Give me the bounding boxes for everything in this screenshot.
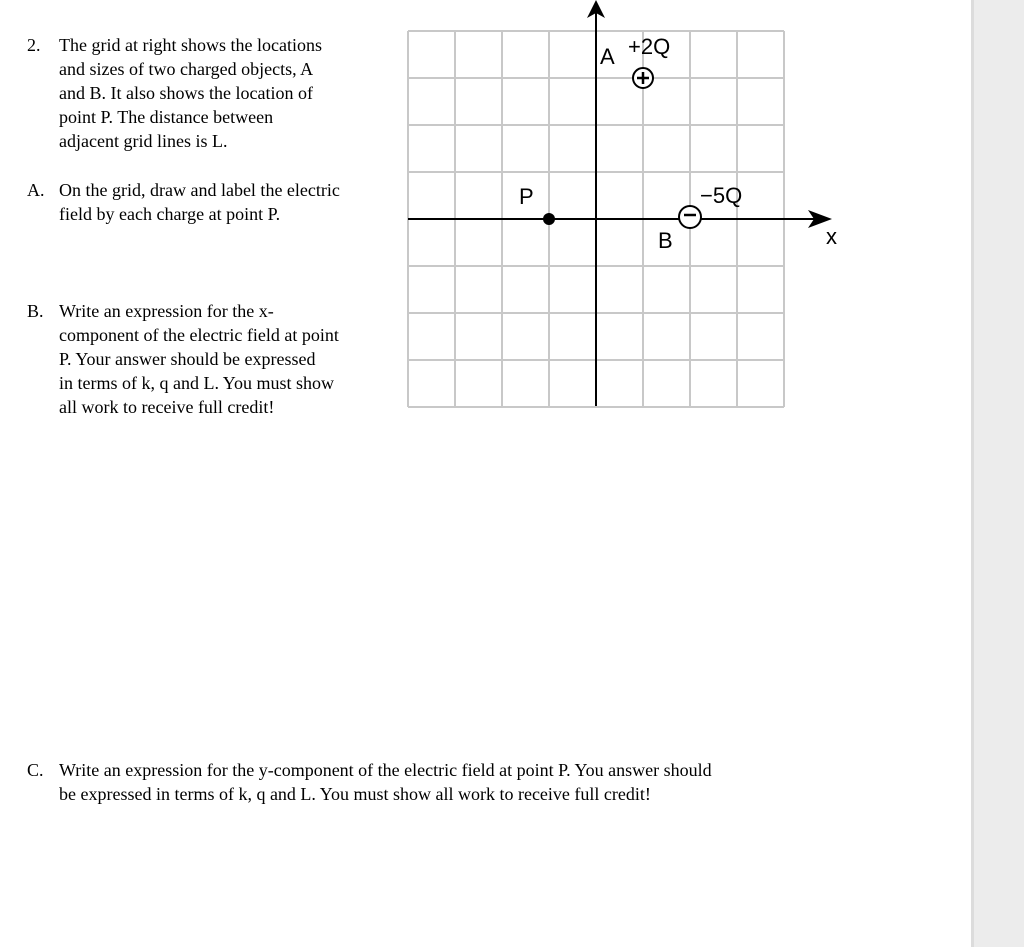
charge-b-name: B [658,228,673,253]
question-2 [27,33,397,153]
question-line: and sizes of two charged objects, A [59,59,314,79]
question-line: Write an expression for the x- [59,301,274,321]
question-number: 2. [27,35,41,55]
question-line: component of the electric field at point [59,325,339,345]
question-line: in terms of k, q and L. You must show [59,373,335,393]
x-axis-label: x [826,224,837,249]
charge-a-value: +2Q [628,34,671,59]
charge-a-name: A [600,44,615,69]
side-panel [971,0,1024,947]
charge-grid-diagram [400,0,850,410]
question-number: A. [27,180,45,200]
question-line: Write an expression for the y-component of the electric field at point P. You answer should [59,760,712,780]
point-p-dot [543,213,555,225]
question-number: C. [27,760,44,780]
question-line: The grid at right shows the locations [59,35,322,55]
charge-b-value: −5Q [700,183,743,208]
question-line: and B. It also shows the location of [59,83,313,103]
question-number: B. [27,301,44,321]
question-c [27,758,927,806]
charge-a-positive-icon [633,68,653,88]
question-line: On the grid, draw and label the electric [59,180,340,200]
question-line: adjacent grid lines is L. [59,131,228,151]
question-b [27,299,397,419]
point-p-label: P [519,184,534,209]
question-line: P. Your answer should be expressed [59,349,316,369]
question-line: be expressed in terms of k, q and L. You must show all work to receive full credit! [59,784,651,804]
question-line: field by each charge at point P. [59,204,281,224]
question-line: all work to receive full credit! [59,397,275,417]
question-line: point P. The distance between [59,107,274,127]
question-a [27,178,397,226]
charge-b-negative-icon [679,206,701,228]
